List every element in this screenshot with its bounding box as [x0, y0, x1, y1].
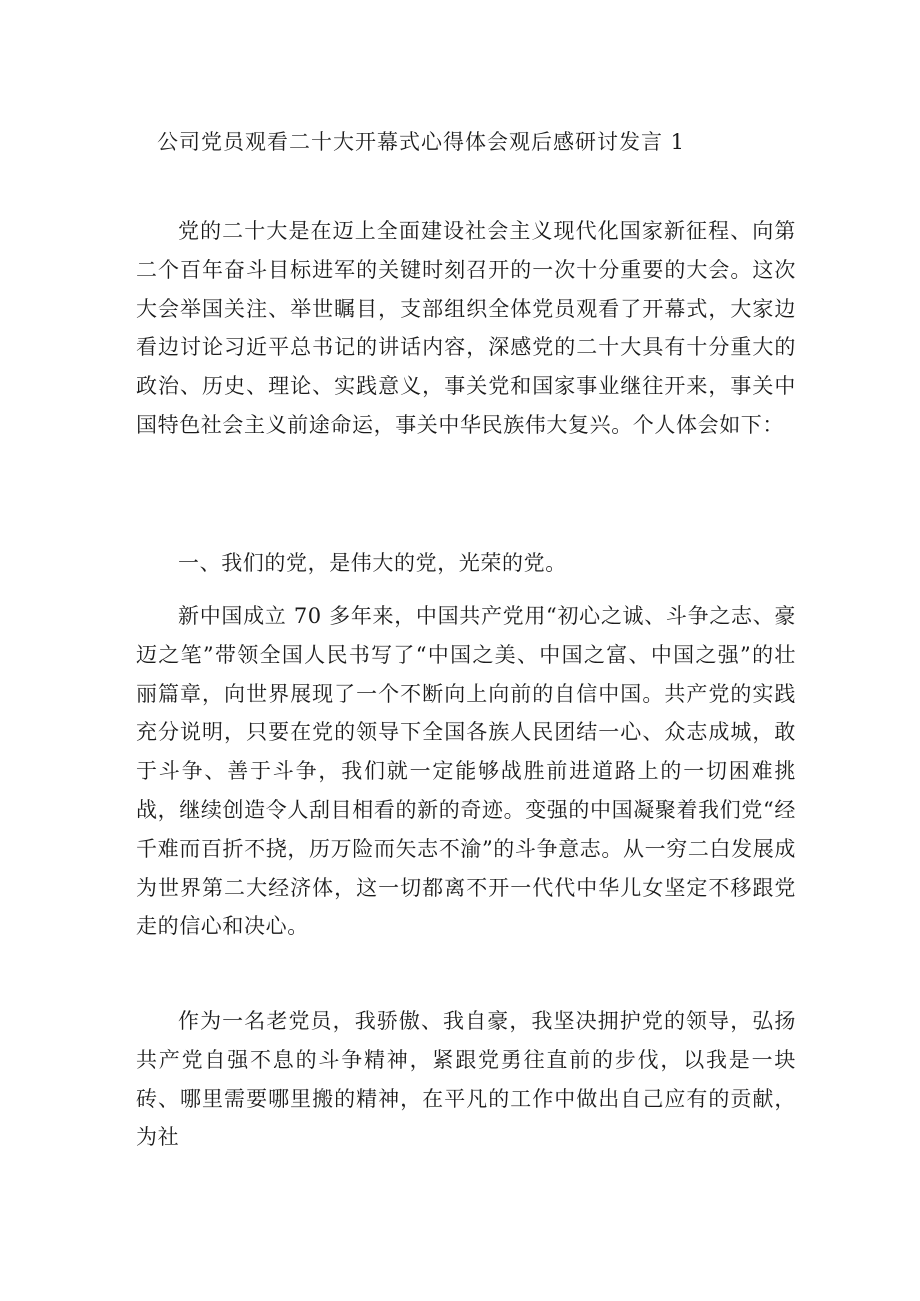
- paragraph-body-2: 作为一名老党员，我骄傲、我自豪，我坚决拥护党的领导，弘扬共产党自强不息的斗争精神，紧跟党勇往直前的步伐，以我是一块砖、哪里需要哪里搬的精神，在平凡的工作中做出自己应有的贡献，为社: [136, 1009, 796, 1150]
- document-title: 公司党员观看二十大开幕式心得体会观后感研讨发言 1: [157, 130, 686, 154]
- paragraph-body-1: 新中国成立 70 多年来，中国共产党用“初心之诚、斗争之志、豪迈之笔”带领全国人民书写了“中国之美、中国之富、中国之强”的壮丽篇章，向世界展现了一个不断向上向前的自信中国。共产党的实践充分说明，只要在党的领导下全国各族人民团结一心、众志成城，敢于斗争、善于斗争，我们就一定能够战胜前进道路上的一切困难挑战，继续创造令人刮目相看的新的奇迹。变强的中国凝聚着我们党“经千难而百折不挠，历万险而矢志不渝”的斗争意志。从一穷二白发展成为世界第二大经济体，这一切都离不开一代代中华儿女坚定不移跟党走的信心和决心。: [136, 604, 796, 939]
- section-heading-1: 一、我们的党，是伟大的党，光荣的党。: [178, 551, 567, 575]
- paragraph-intro: 党的二十大是在迈上全面建设社会主义现代化国家新征程、向第二个百年奋斗目标进军的关键时刻召开的一次十分重要的大会。这次大会举国关注、举世瞩目，支部组织全体党员观看了开幕式，大家边看边讨论习近平总书记的讲话内容，深感党的二十大具有十分重大的政治、历史、理论、实践意义，事关党和国家事业继往开来，事关中国特色社会主义前途命运，事关中华民族伟大复兴。个人体会如下：: [136, 219, 796, 437]
